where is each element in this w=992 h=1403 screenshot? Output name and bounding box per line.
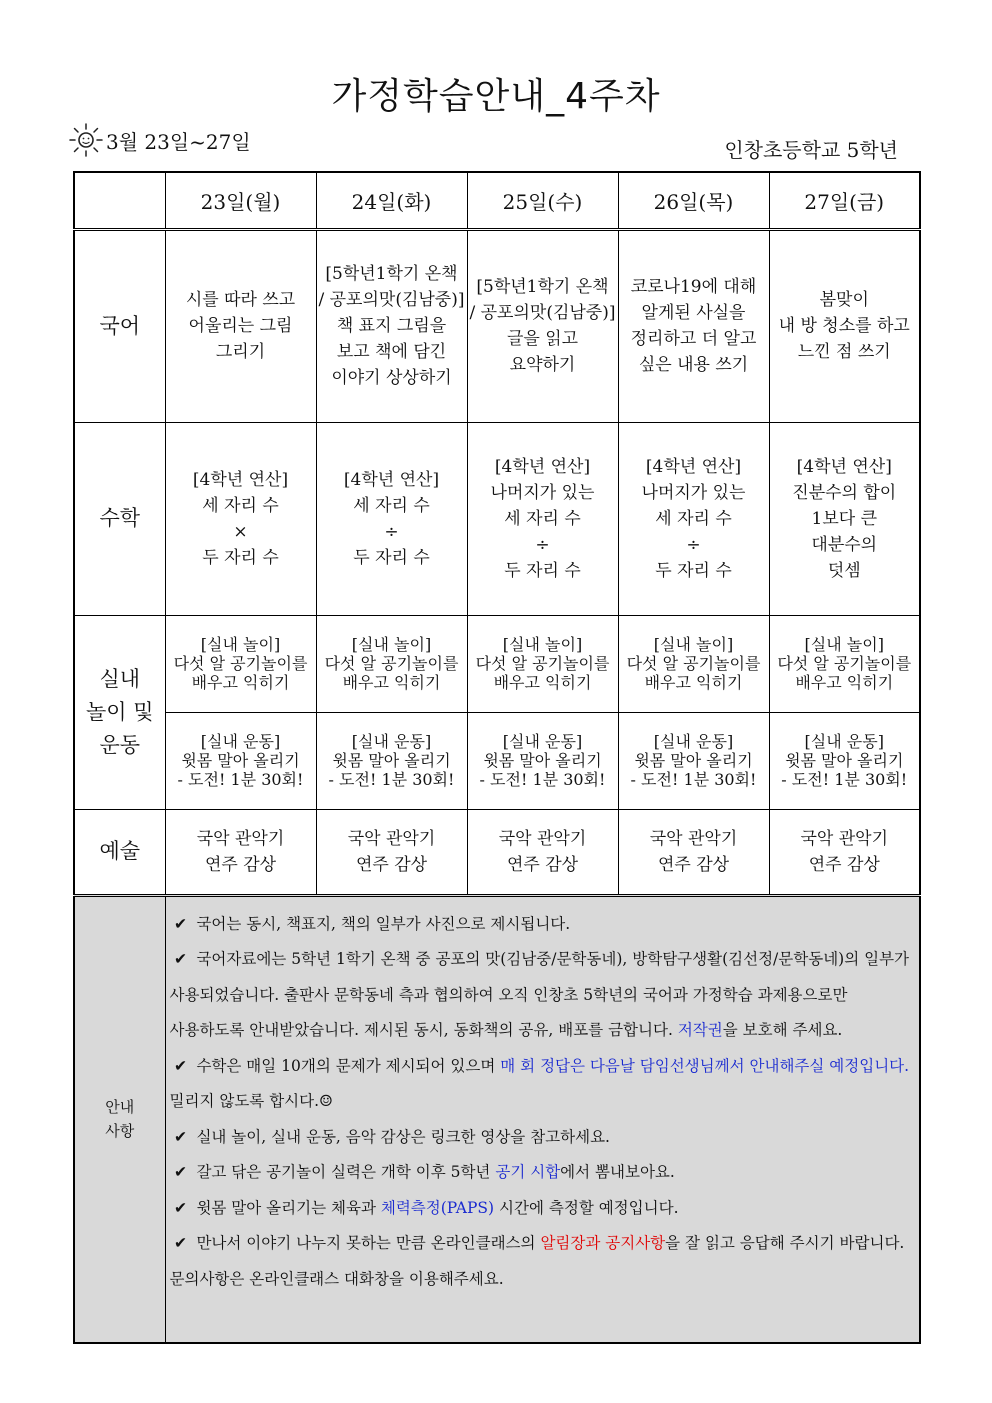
note-item: ✔ 만나서 이야기 나누지 못하는 만큼 온라인클래스의 알림장과 공지사항을 잘 읽고 응답해 주시기 바랍니다. 문의사항은 온라인클래스 대화창을 이용해주세요. (170, 1226, 914, 1297)
indoor-play-cell: [실내 놀이] 다섯 알 공기놀이를 배우고 익히기 (165, 615, 316, 712)
day-header: 27일(금) (769, 172, 920, 229)
check-icon: ✔ (174, 914, 187, 933)
indoor-play-cell: [실내 놀이] 다섯 알 공기놀이를 배우고 익히기 (467, 615, 618, 712)
note-item: ✔ 수학은 매일 10개의 문제가 제시되어 있으며 매 회 정답은 다음날 담임선생님께서 안내해주실 예정입니다. 밀리지 않도록 합시다.☺ (170, 1049, 914, 1120)
math-cell: [4학년 연산] 나머지가 있는 세 자리 수 ÷ 두 자리 수 (618, 422, 769, 615)
indoor-play-cell: [실내 놀이] 다섯 알 공기놀이를 배우고 익히기 (316, 615, 467, 712)
notes-body (165, 895, 920, 1343)
math-cell: [4학년 연산] 세 자리 수 ÷ 두 자리 수 (316, 422, 467, 615)
art-cell: 국악 관악기 연주 감상 (618, 809, 769, 895)
indoor-exercise-cell: [실내 운동] 윗몸 말아 올리기 - 도전! 1분 30회! (316, 712, 467, 809)
korean-row (74, 229, 920, 422)
subject-art: 예술 (74, 809, 165, 895)
art-cell: 국악 관악기 연주 감상 (316, 809, 467, 895)
note-item: ✔ 실내 놀이, 실내 운동, 음악 감상은 링크한 영상을 참고하세요. (170, 1120, 914, 1156)
day-header: 25일(수) (467, 172, 618, 229)
art-cell: 국악 관악기 연주 감상 (467, 809, 618, 895)
indoor-exercise-cell: [실내 운동] 윗몸 말아 올리기 - 도전! 1분 30회! (467, 712, 618, 809)
subject-indoor: 실내 놀이 및 운동 (74, 615, 165, 809)
note-item: ✔ 윗몸 말아 올리기는 체육과 체력측정(PAPS) 시간에 측정할 예정입니다. (170, 1191, 914, 1227)
korean-cell: 시를 따라 쓰고 어울리는 그림 그리기 (165, 229, 316, 422)
day-header-row (74, 172, 920, 229)
check-icon: ✔ (174, 1198, 187, 1217)
math-cell: [4학년 연산] 진분수의 합이 1보다 큰 대분수의 덧셈 (769, 422, 920, 615)
school-name: 인창초등학교 5학년 (724, 138, 898, 162)
notes-row (74, 895, 920, 1343)
korean-cell: 코로나19에 대해 알게된 사실을 정리하고 더 알고 싶은 내용 쓰기 (618, 229, 769, 422)
math-row (74, 422, 920, 615)
subject-math: 수학 (74, 422, 165, 615)
subject-korean: 국어 (74, 229, 165, 422)
check-icon: ✔ (174, 1056, 187, 1075)
paps-highlight: 체력측정(PAPS) (380, 1198, 495, 1217)
indoor-exercise-row (74, 712, 920, 809)
math-cell: [4학년 연산] 나머지가 있는 세 자리 수 ÷ 두 자리 수 (467, 422, 618, 615)
day-header: 26일(목) (618, 172, 769, 229)
art-cell: 국악 관악기 연주 감상 (165, 809, 316, 895)
check-icon: ✔ (174, 1234, 187, 1252)
indoor-play-cell: [실내 놀이] 다섯 알 공기놀이를 배우고 익히기 (769, 615, 920, 712)
gonggi-highlight: 공기 시합 (495, 1163, 561, 1181)
date-range: 3월 23일~27일 (106, 129, 251, 154)
notice-highlight: 알림장과 공지사항 (540, 1234, 666, 1252)
note-item: ✔ 국어자료에는 5학년 1학기 온책 중 공포의 맛(김남중/문학동네), 방학탐구생활(김선정/문학동네)의 일부가 사용되었습니다. 출판사 문학동네 측과 협의하여 오직 인창초 5학년의 국어과 가정학습 과제용으로만 사용하도록 안내받았습니다. 제시된 동시, 동화책의 공유, 배포를 금합니다. 저작권을 보호해 주세요. (170, 942, 914, 1049)
indoor-exercise-cell: [실내 운동] 윗몸 말아 올리기 - 도전! 1분 30회! (769, 712, 920, 809)
header-corner (74, 172, 165, 229)
indoor-play-row (74, 615, 920, 712)
art-cell: 국악 관악기 연주 감상 (769, 809, 920, 895)
day-header: 23일(월) (165, 172, 316, 229)
check-icon: ✔ (174, 1127, 187, 1146)
page-title: 가정학습안내_4주차 (331, 76, 661, 117)
indoor-play-cell: [실내 놀이] 다섯 알 공기놀이를 배우고 익히기 (618, 615, 769, 712)
math-cell: [4학년 연산] 세 자리 수 × 두 자리 수 (165, 422, 316, 615)
indoor-exercise-cell: [실내 운동] 윗몸 말아 올리기 - 도전! 1분 30회! (618, 712, 769, 809)
art-row (74, 809, 920, 895)
korean-cell: [5학년1학기 온책 / 공포의맛(김남중)] 책 표지 그림을 보고 책에 담긴 이야기 상상하기 (316, 229, 467, 422)
sun-icon (68, 122, 104, 158)
answer-highlight: 매 회 정답은 다음날 담임선생님께서 안내해주실 예정입니다. (500, 1056, 910, 1075)
weekly-plan-table (73, 171, 921, 1344)
day-header: 24일(화) (316, 172, 467, 229)
check-icon: ✔ (174, 1163, 187, 1181)
note-item: ✔ 갈고 닦은 공기놀이 실력은 개학 이후 5학년 공기 시합에서 뽐내보아요. (170, 1155, 914, 1191)
subject-notes: 안내 사항 (74, 895, 165, 1343)
date-range-line (68, 122, 251, 158)
check-icon: ✔ (174, 950, 187, 968)
copyright-highlight: 저작권 (677, 1021, 723, 1039)
note-item: ✔ 국어는 동시, 책표지, 책의 일부가 사진으로 제시됩니다. (170, 907, 914, 943)
korean-cell: 봄맞이 내 방 청소를 하고 느낀 점 쓰기 (769, 229, 920, 422)
indoor-exercise-cell: [실내 운동] 윗몸 말아 올리기 - 도전! 1분 30회! (165, 712, 316, 809)
korean-cell: [5학년1학기 온책 / 공포의맛(김남중)] 글을 읽고 요약하기 (467, 229, 618, 422)
